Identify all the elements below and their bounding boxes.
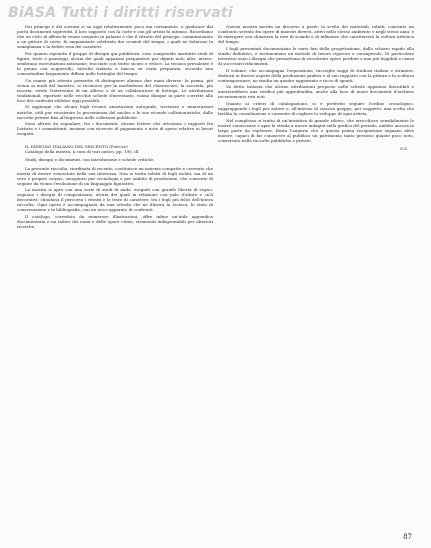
watermark-text: BiASA Tutti i diritti riservati <box>8 5 233 21</box>
right-text-column <box>218 24 414 534</box>
right-paragraph: Quanto ai criteri di catalogazione, si è preferito seguire l'ordine cronologico, raggruppando i fogli per autore e, all'interno di ciascun gruppo, per soggetto: una scelta che facilita la consultazione e consente di cogliere lo sviluppo di ogni artista. <box>218 101 414 117</box>
left-paragraph: La mostra si apre con una serie di studi di nudo, eseguiti con grande libertà di segno; seguono i disegni di composizione, alcuni dei quali in relazione con pale d'altare e cicli decorativi; chiudono il percorso i ritratti e le teste di carattere, tra i fogli più felici dell'intera raccolta. Ogni opera è accompagnata da una scheda che ne illustra la tecnica, lo stato di conservazione e la bibliografia, con un ricco apparato di confronti. <box>17 187 213 213</box>
left-paragraph: Il catalogo, corredato da numerose illustrazioni, offre infine un'utile appendice documentaria e un indice dei nomi e delle opere citate, strumenti indispensabili per ulteriori ricerche. <box>17 214 213 230</box>
left-text-column <box>17 24 213 534</box>
left-paragraph: Dei principi e dei sovrani si sa oggi relativamente poco ma certamente, a giudicare dai pochi documenti superstiti, il loro rapporto con la corte e con gli artisti fu intenso. Ricordiamo che un ciclo di affreschi venne eseguito in palazzo e che il ritratto del principe, commissionato a un pittore di corte, fu ampiamente celebrato dai cronisti del tempo, i quali ne lodarono la somiglianza e la fedele resa dei caratteri. <box>17 24 213 50</box>
right-paragraph: I fogli presentati documentano le varie fasi della progettazione, dallo schizzo rapido allo studio definitivo, e testimoniano un metodo di lavoro rigoroso e consapevole. Di particolare interesse sono i disegni che permettono di ricostruire opere perdute o non più leggibili a causa di successivi rifacimenti. <box>218 45 414 66</box>
review-entry-heading: IL DISEGNO ITALIANO DEL SEICENTO (Firenze) <box>25 144 128 150</box>
right-paragraph: Va detto tuttavia che alcune attribuzioni proposte nelle schede appaiono discutibili e meriterebbero una verifica più approfondita, anche alla luce di nuovi documenti d'archivio recentemente resi noti. <box>218 84 414 100</box>
right-paragraph: Il volume, che accompagna l'esposizione, raccoglie saggi di studiosi italiani e stranieri, dedicati ai diversi aspetti della produzione grafica e al suo rapporto con la pittura e la scultura contemporanee; ne risulta un quadro aggiornato e ricco di spunti. <box>218 67 414 83</box>
author-signature: G.S. <box>399 146 408 151</box>
review-entry-details: Studi, disegni e documenti, con introduzione e schede critiche. <box>25 157 155 163</box>
review-entry-subtitle: Catalogo della mostra, a cura di vari autori, pp. 190, ill. <box>25 149 140 155</box>
right-paragraph: Questa mostra merita un discorso a parte: la scelta dei materiali, infatti, consente un confronto serrato fra opere di maestri diversi, attivi nello stesso ambiente e negli stessi anni, e fa emergere con chiarezza la rete di scambi e di influenze che caratterizzò la cultura artistica del tempo. <box>218 24 414 45</box>
left-paragraph: Sono altresì da segnalare, fra i documenti, alcune lettere che attestano i rapporti fra l'artista e i committenti, insieme con ricevute di pagamento e note di spese relative ai lavori eseguiti. <box>17 121 213 137</box>
left-paragraph: Si aggiunga che alcuni fogli recano annotazioni autografe, iscrizioni e numerazioni antiche, utili per ricostruire la provenienza del nucleo e le sue vicende collezionistiche, dalle raccolte private fino all'ingresso nelle collezioni pubbliche. <box>17 104 213 120</box>
left-paragraph: La presente raccolta, riordinata di recente, costituisce un insieme compatto e coerente che merita di essere conosciuto nella sua interezza. Non si tratta infatti di fogli isolati, ma di un vero e proprio corpus, omogeneo per cronologia e per ambito di produzione, che consente di seguire da vicino l'evoluzione di un linguaggio figurativo. <box>17 165 213 186</box>
right-paragraph: Nel complesso si tratta di un'iniziativa di grande rilievo, che arricchisce sensibilmente le nostre conoscenze e apre la strada a nuove indagini sulla grafica del periodo, ambito ancora in larga parte da esplorare. Resta l'augurio che a questa prima ricognizione seguano altre mostre, capaci di far conoscere al pubblico un patrimonio tanto prezioso quanto poco noto, conservato nelle raccolte pubbliche e private. <box>218 117 414 143</box>
left-paragraph: Per quanto riguarda il gruppo di disegni qui pubblicati, esso comprende anzitutto studi di figure, teste e panneggi, alcuni dei quali appaiono preparatori per dipinti noti; altri, invece, sembrano esercitazioni autonome, tracciate con tratto sicuro e veloce. La tecnica prevalente è la penna con acquerello, talvolta rialzata a biacca su carta preparata, secondo una consuetudine largamente diffusa nelle botteghe del tempo. <box>17 50 213 77</box>
page-number: 87 <box>403 533 412 541</box>
left-paragraph: Un esame più attento permette di distinguere almeno due mani diverse: la prima, più vicina ai modi del maestro, si riconosce per la morbidezza del chiaroscuro; la seconda, più incerta, rivela l'intervento di un allievo o di un collaboratore di bottega. Le attribuzioni tradizionali, riportate nelle vecchie schede d'inventario, vanno dunque in parte corrette alla luce dei confronti stilistici oggi possibili. <box>17 77 213 103</box>
